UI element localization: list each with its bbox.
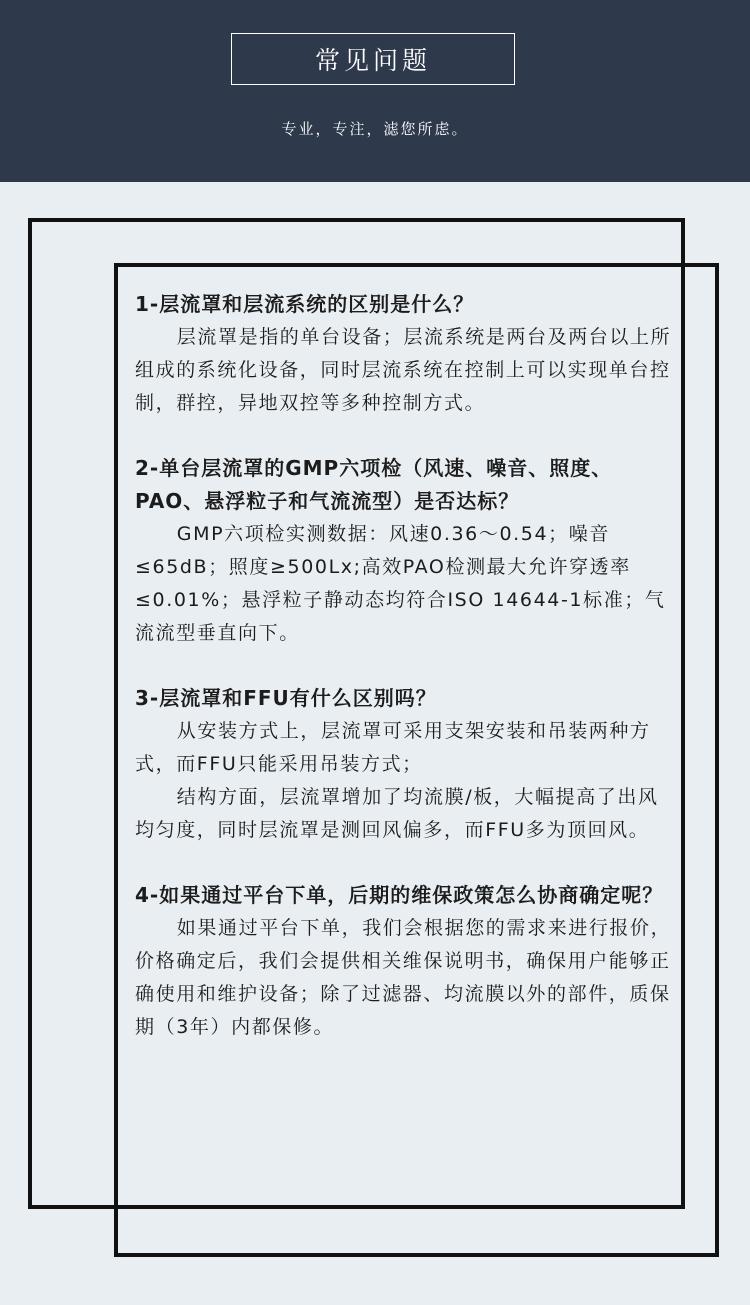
faq-question: 3-层流罩和FFU有什么区别吗？ — [135, 686, 437, 710]
faq-answer: 层流罩是指的单台设备；层流系统是两台及两台以上所组成的系统化设备，同时层流系统在控制上可以实现单台控制，群控，异地双控等多种控制方式。 — [135, 326, 672, 414]
faq-answer: 如果通过平台下单，我们会根据您的需求来进行报价，价格确定后，我们会提供相关维保说明书，确保用户能够正确使用和维护设备；除了过滤器、均流膜以外的部件，质保期（3年）内都保修。 — [135, 917, 672, 1038]
page-title: 常见问题 — [231, 33, 515, 85]
faq-question: 2-单台层流罩的GMP六项检（风速、噪音、照度、PAO、悬浮粒子和气流流型）是否达标？ — [135, 456, 613, 513]
faq-question: 4-如果通过平台下单，后期的维保政策怎么协商确定呢？ — [135, 883, 664, 907]
faq-list — [135, 288, 675, 1044]
page-subtitle: 专业，专注，滤您所虑。 — [281, 120, 469, 138]
faq-question: 1-层流罩和层流系统的区别是什么？ — [135, 292, 475, 316]
faq-answer: 结构方面，层流罩增加了均流膜/板，大幅提高了出风均匀度，同时层流罩是测回风偏多，而FFU多为顶回风。 — [135, 786, 659, 841]
faq-answer: 从安装方式上，层流罩可采用支架安装和吊装两种方式，而FFU只能采用吊装方式； — [135, 720, 651, 775]
faq-item-2 — [135, 452, 675, 650]
faq-item-3 — [135, 682, 675, 847]
faq-item-1 — [135, 288, 675, 420]
header-banner — [0, 0, 750, 182]
faq-answer: GMP六项检实测数据：风速0.36～0.54；噪音≤65dB；照度≥500Lx;高效PAO检测最大允许穿透率≤0.01%；悬浮粒子静动态均符合ISO 14644-1标准；气流流型垂直向下。 — [135, 523, 666, 644]
faq-item-4 — [135, 879, 675, 1044]
